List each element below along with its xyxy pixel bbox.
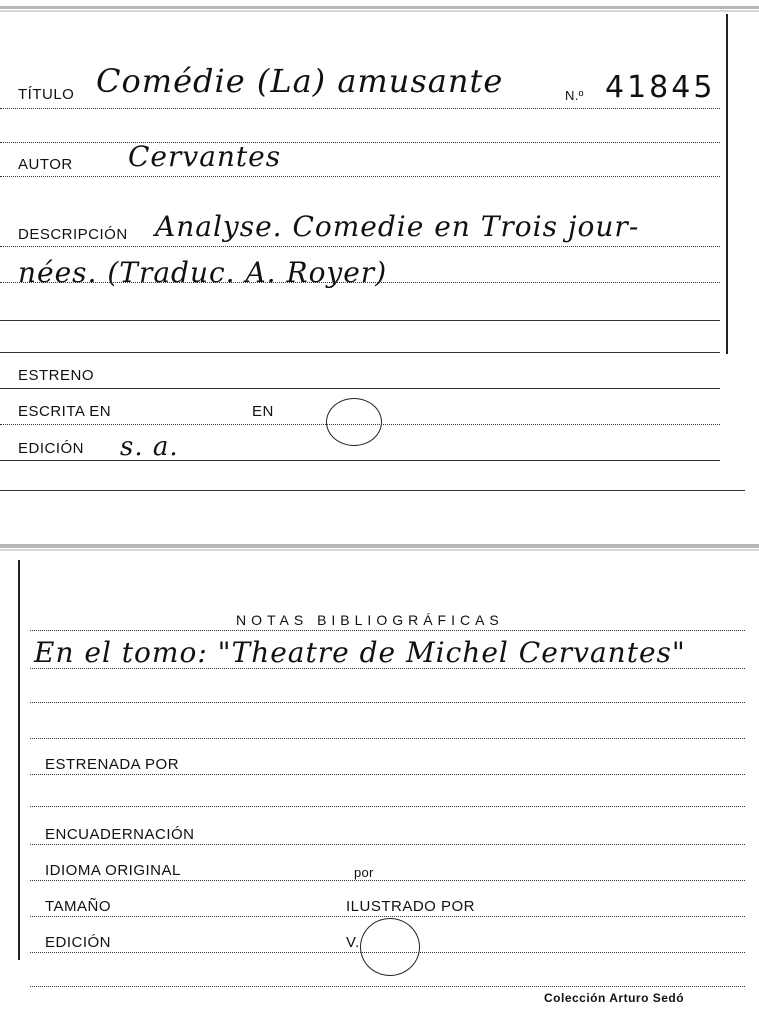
estrenada-rule-2	[30, 806, 745, 807]
library-stamp-top	[326, 398, 382, 446]
edicion-rule-top	[0, 460, 720, 461]
encuadernacion-rule	[30, 844, 745, 845]
collection-footer: Colección Arturo Sedó	[544, 991, 685, 1005]
tamano-rule	[30, 916, 745, 917]
descripcion-rule-1	[0, 246, 720, 247]
descripcion-rule-2	[0, 282, 720, 283]
descripcion-label: DESCRIPCIÓN	[18, 226, 128, 243]
notas-heading: NOTAS BIBLIOGRÁFICAS	[236, 612, 504, 628]
encuadernacion-label: ENCUADERNACIÓN	[45, 826, 195, 843]
notas-rule-4	[30, 738, 745, 739]
descripcion-line-1: Analyse. Comedie en Trois jour-	[155, 210, 640, 243]
autor-value: Cervantes	[128, 140, 282, 173]
notas-rule-1	[30, 630, 745, 631]
en-label: EN	[252, 403, 274, 420]
por-label: por	[354, 865, 374, 880]
registry-number: 41845	[605, 70, 716, 105]
escrita-en-label: ESCRITA EN	[18, 403, 112, 420]
titulo-rule-2	[0, 142, 720, 143]
library-stamp-bottom	[360, 918, 420, 976]
estreno-label: ESTRENO	[18, 367, 95, 384]
edicion-label-top: EDICIÓN	[18, 440, 85, 457]
ilustrado-label: ILUSTRADO POR	[346, 898, 476, 915]
escrita-rule	[0, 424, 720, 425]
descripcion-rule-3	[0, 320, 720, 321]
speckled-edge-bottom	[0, 540, 759, 558]
number-prefix: N.º	[565, 88, 584, 103]
speckled-edge-top	[0, 0, 759, 18]
left-border	[18, 560, 20, 960]
titulo-value: Comédie (La) amusante	[96, 62, 504, 100]
descripcion-line-2: nées. (Traduc. A. Royer)	[18, 256, 388, 289]
edicion-rule-bottom	[30, 952, 745, 953]
descripcion-rule-4	[0, 352, 720, 353]
final-rule	[30, 986, 745, 987]
idioma-rule	[30, 880, 745, 881]
edicion-label-bottom: EDICIÓN	[45, 934, 112, 951]
autor-rule	[0, 176, 720, 177]
autor-label: AUTOR	[18, 156, 73, 173]
v-label: V.	[346, 934, 360, 951]
tamano-label: TAMAÑO	[45, 898, 112, 915]
titulo-label: TÍTULO	[18, 86, 75, 103]
card-bottom-edge	[0, 490, 745, 491]
notas-value: En el tomo: "Theatre de Michel Cervantes"	[34, 636, 686, 669]
catalog-card-top	[0, 0, 759, 500]
titulo-rule	[0, 108, 720, 109]
estrenada-label: ESTRENADA POR	[45, 756, 180, 773]
estreno-rule	[0, 388, 720, 389]
notas-rule-3	[30, 702, 745, 703]
catalog-card-bottom	[0, 540, 759, 1028]
idioma-label: IDIOMA ORIGINAL	[45, 862, 181, 879]
edicion-value: s. a.	[120, 432, 179, 462]
notas-rule-2	[30, 668, 745, 669]
right-border	[726, 14, 728, 354]
estrenada-rule	[30, 774, 745, 775]
